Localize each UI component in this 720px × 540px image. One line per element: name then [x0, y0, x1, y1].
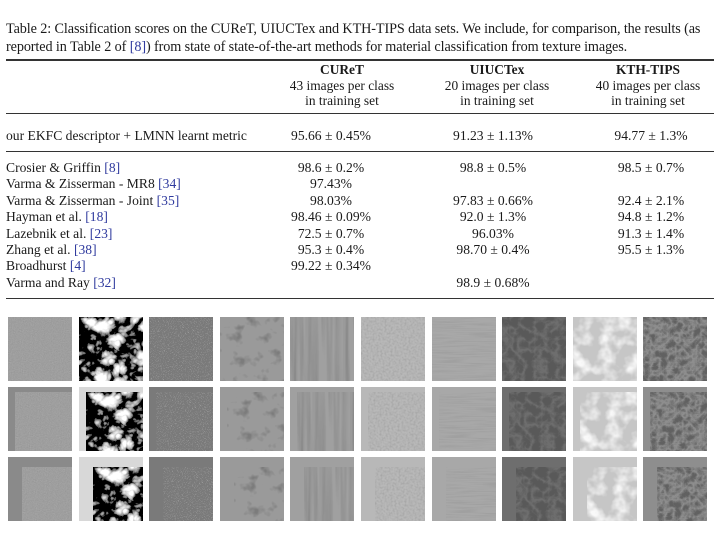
texture-tile-cotton [432, 317, 496, 381]
table-row [6, 241, 714, 258]
texture-tile-plaster [8, 317, 72, 381]
texture-tile-corduroy [290, 457, 354, 521]
cell-uiuctex: 96.03% [472, 225, 514, 241]
column-title: CUReT [320, 62, 364, 77]
citation-link[interactable]: [8] [104, 160, 121, 175]
method-name [6, 225, 112, 242]
table-top-rule [6, 59, 714, 61]
column-subtitle: 40 images per class [595, 77, 701, 93]
caption-ref-link[interactable]: [8] [129, 39, 146, 55]
table-row [6, 159, 714, 176]
texture-sample-grid [8, 317, 714, 522]
texture-tile-cracker [573, 387, 637, 451]
table-row [6, 175, 714, 192]
texture-tile-brown-bread [643, 317, 707, 381]
table-caption [6, 20, 718, 56]
method-name [6, 274, 116, 291]
citation-link[interactable]: [23] [89, 225, 113, 241]
citation-link[interactable]: [18] [85, 209, 108, 225]
texture-tile-linen [361, 317, 425, 381]
method-label: Hayman et al. [6, 209, 86, 225]
texture-tile-bark [502, 457, 566, 521]
cell-uiuctex: 98.9 ± 0.68% [456, 274, 530, 290]
cell-kth-tips: 92.4 ± 2.1% [617, 192, 685, 208]
table-row-ours [6, 127, 714, 144]
texture-tile-corduroy [290, 387, 354, 451]
caption-label: Table 2: [6, 21, 52, 37]
texture-tile-bark [502, 387, 566, 451]
cell-curet: 98.03% [310, 192, 352, 208]
cell-curet: 95.3 ± 0.4% [297, 242, 365, 257]
citation-link[interactable]: [38] [73, 242, 97, 257]
texture-tile-crumpled-foil [79, 387, 143, 451]
column-subtitle: 20 images per class [444, 77, 550, 93]
texture-tile-sponge [220, 317, 284, 381]
cell-uiuctex: 91.23 ± 1.13% [453, 128, 533, 143]
method-name [6, 192, 179, 209]
texture-tile-corduroy [290, 317, 354, 381]
method-label: Zhang et al. [6, 242, 74, 257]
texture-tile-speckled-stone [149, 317, 213, 381]
texture-tile-plaster [8, 387, 72, 451]
method-name [6, 208, 108, 225]
method-label: Broadhurst [6, 258, 70, 274]
texture-tile-cracker [573, 317, 637, 381]
texture-tile-cotton [432, 457, 496, 521]
method-name [6, 241, 97, 258]
texture-tile-cracker [573, 457, 637, 521]
column-title: UIUCTex [469, 62, 525, 77]
texture-tile-brown-bread [643, 387, 707, 451]
cell-curet: 98.6 ± 0.2% [297, 160, 365, 175]
texture-tile-sponge [220, 457, 284, 521]
column-title: KTH-TIPS [616, 62, 680, 77]
section-rule [6, 151, 714, 152]
method-label: Varma and Ray [6, 274, 94, 290]
column-subtitle: 43 images per class [289, 77, 395, 93]
cell-kth-tips: 91.3 ± 1.4% [617, 225, 685, 241]
column-subtitle: in training set [460, 93, 534, 108]
texture-tile-linen [361, 387, 425, 451]
texture-tile-cotton [432, 387, 496, 451]
column-header-uiuctex [417, 62, 577, 109]
texture-tile-brown-bread [643, 457, 707, 521]
citation-link[interactable]: [32] [93, 274, 116, 290]
cell-uiuctex: 92.0 ± 1.3% [459, 209, 527, 225]
cell-curet: 99.22 ± 0.34% [291, 258, 371, 274]
table-row [6, 225, 714, 242]
cell-uiuctex: 97.83 ± 0.66% [453, 192, 533, 208]
method-name [6, 257, 86, 274]
method-label: Lazebnik et al. [6, 225, 90, 241]
citation-link[interactable]: [34] [158, 176, 181, 192]
citation-link[interactable]: [35] [156, 192, 180, 208]
texture-tile-sponge [220, 387, 284, 451]
column-header-curet [262, 62, 422, 109]
caption-text-b: ) from state of state-of-the-art methods for material classification from texture images. [145, 39, 628, 55]
table-row [6, 257, 714, 274]
cell-uiuctex: 98.8 ± 0.5% [459, 160, 527, 175]
texture-tile-crumpled-foil [79, 457, 143, 521]
method-name: our EKFC descriptor + LMNN learnt metric [6, 128, 247, 143]
table-bottom-rule [6, 298, 714, 299]
cell-uiuctex: 98.70 ± 0.4% [456, 242, 530, 257]
method-label: Varma & Zisserman - MR8 [6, 176, 159, 192]
method-name [6, 159, 120, 176]
texture-tile-plaster [8, 457, 72, 521]
cell-kth-tips: 98.5 ± 0.7% [617, 160, 685, 175]
cell-curet: 72.5 ± 0.7% [297, 225, 365, 241]
method-label: Crosier & Griffin [6, 160, 105, 175]
cell-curet: 97.43% [310, 176, 352, 192]
table-row [6, 192, 714, 209]
cell-kth-tips: 94.77 ± 1.3% [614, 128, 688, 143]
column-header-kth-tips [568, 62, 720, 109]
texture-tile-crumpled-foil [79, 317, 143, 381]
method-name [6, 175, 181, 192]
table-row [6, 208, 714, 225]
citation-link[interactable]: [4] [69, 258, 86, 274]
column-subtitle: in training set [305, 93, 379, 108]
texture-tile-speckled-stone [149, 457, 213, 521]
caption-text-a: Classification scores on the CUReT, UIUCTex and KTH-TIPS data sets. We include, for comparison, the results (as reported in Table 2 of [6, 21, 701, 55]
table-row [6, 274, 714, 291]
texture-tile-linen [361, 457, 425, 521]
cell-kth-tips: 94.8 ± 1.2% [617, 209, 685, 225]
texture-tile-bark [502, 317, 566, 381]
header-rule [6, 113, 714, 114]
cell-curet: 98.46 ± 0.09% [291, 209, 371, 225]
texture-tile-speckled-stone [149, 387, 213, 451]
cell-kth-tips: 95.5 ± 1.3% [617, 242, 685, 257]
method-label: Varma & Zisserman - Joint [6, 192, 157, 208]
column-subtitle: in training set [611, 93, 685, 108]
cell-curet: 95.66 ± 0.45% [291, 128, 371, 143]
